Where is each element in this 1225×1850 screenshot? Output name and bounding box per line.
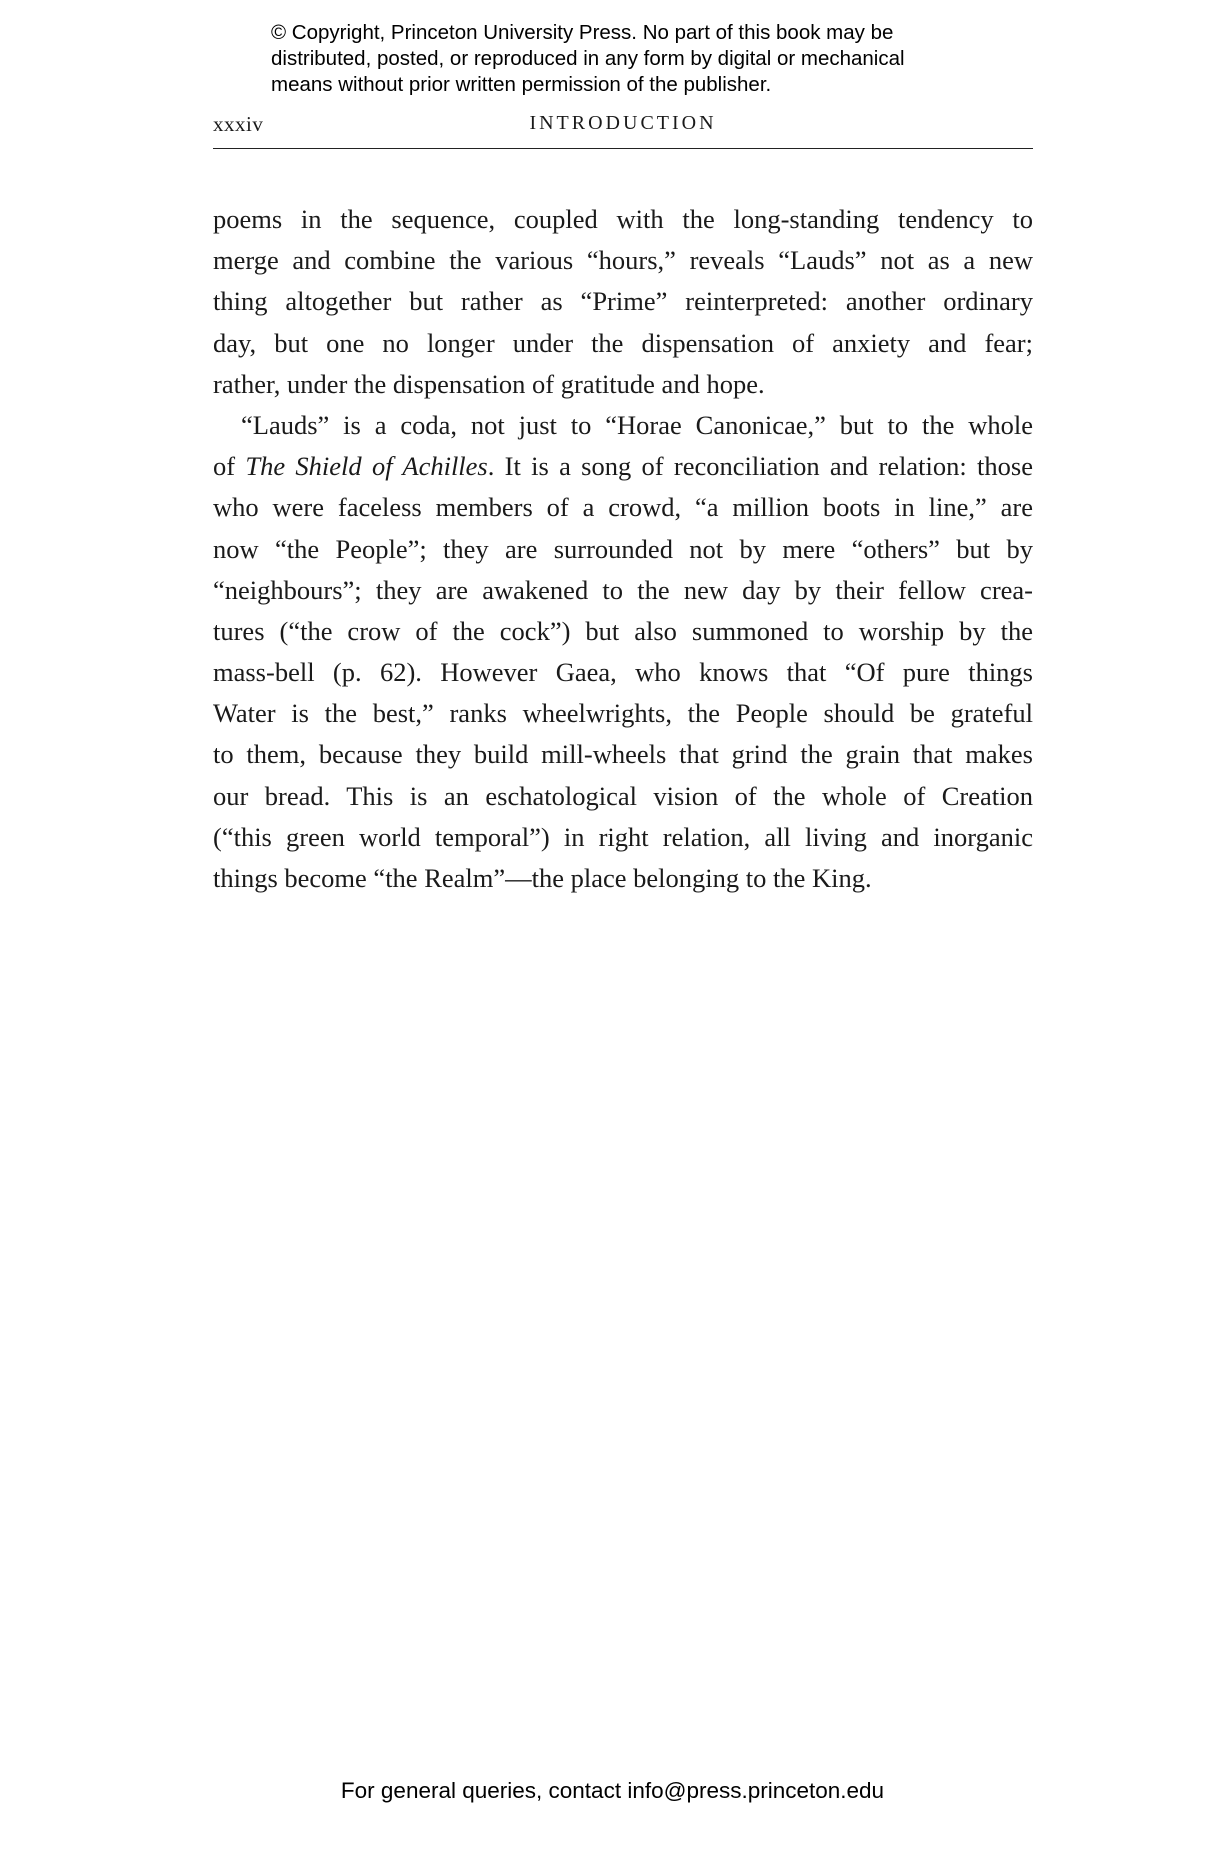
text-fragment: of [213, 451, 246, 482]
text-line: (“this green world temporal”) in right relation, all living and inorganic [213, 821, 1033, 852]
text-line: our bread. This is an eschatological vision of the whole of Creation [213, 780, 1033, 811]
text-line [213, 446, 1033, 487]
text-line: day, but one no longer under the dispensation of anxiety and fear; [213, 327, 1033, 358]
text-line: who were faceless members of a crowd, “a million boots in line,” are [213, 492, 1033, 523]
text-line: tures (“the crow of the cock”) but also summoned to worship by the [213, 615, 1033, 646]
body-text [213, 199, 1033, 899]
text-line: “neighbours”; they are awakened to the new day by their fellow crea- [213, 574, 1033, 605]
text-line: mass-bell (p. 62). However Gaea, who knows that “Of pure things [213, 657, 1033, 688]
text-line: “Lauds” is a coda, not just to “Horae Canonicae,” but to the whole [241, 409, 1033, 440]
running-head [213, 110, 1033, 149]
page-number: xxxiv [213, 112, 264, 136]
copyright-line: means without prior written permission of the publisher. [271, 73, 772, 96]
book-title: The Shield of Achilles [245, 451, 488, 482]
copyright-line: © Copyright, Princeton University Press. No part of this book may be [271, 21, 894, 44]
text-line: Water is the best,” ranks wheelwrights, the People should be grateful [213, 698, 1033, 729]
text-line: rather, under the dispensation of gratitude and hope. [213, 368, 765, 399]
text-fragment: . It is a song of reconciliation and relation: those [487, 451, 1033, 482]
text-line: poems in the sequence, coupled with the long-standing tendency to [213, 204, 1033, 234]
text-line: to them, because they build mill-wheels that grind the grain that makes [213, 739, 1033, 770]
chapter-title: INTRODUCTION [529, 112, 717, 134]
text-line: now “the People”; they are surrounded not by mere “others” but by [213, 533, 1033, 564]
copyright-notice [271, 20, 971, 98]
copyright-line: distributed, posted, or reproduced in any form by digital or mechanical [271, 47, 905, 70]
text-line: merge and combine the various “hours,” reveals “Lauds” not as a new [213, 245, 1033, 276]
text-line: things become “the Realm”—the place belonging to the King. [213, 863, 872, 893]
text-line: thing altogether but rather as “Prime” reinterpreted: another ordinary [213, 286, 1033, 317]
footer-contact: For general queries, contact info@press.princeton.edu [340, 1778, 885, 1803]
